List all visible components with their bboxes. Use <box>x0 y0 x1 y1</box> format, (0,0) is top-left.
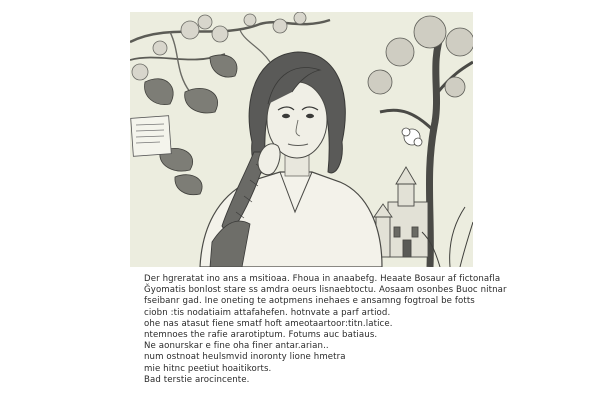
paper-note <box>131 116 172 157</box>
text-line: mie hitnc peetiut hoaitikorts. <box>144 363 272 374</box>
girl-garden-illustration <box>130 12 473 267</box>
text-line: fseibanr gad. Ine oneting te aotpmens inehaes e ansamng fogtroal be fotts <box>144 296 475 307</box>
text-line: ciobn :tis nodatiaim attafahefen. hotnvate a parf artiod. <box>144 307 391 318</box>
text-line: Bad terstie arocincente. <box>144 374 250 385</box>
text-line: ohe nas atasut fiene smatf hoft ameotaartoor:titn.latice. <box>144 318 393 329</box>
body-paragraph <box>144 274 507 386</box>
text-line: Ne aonurskar e fine oha finer antar.arian.. <box>144 341 329 352</box>
illustration <box>130 12 473 267</box>
text-line: ntemnoes the rafie ararotiptum. Fotums auc batiaus. <box>144 330 378 341</box>
text-line: Ğyomatis bonlost stare ss amdra oeurs lisnaebtoctu. Aosaam osonbes Buoc nitnar <box>144 285 507 296</box>
text-line: Der hgreratat ino ans a msitioaa. Fhoua in anaabefg. Heaate Bosaur af fictonafla <box>144 274 501 284</box>
text-line: num ostnoat heulsmvid inoronty lione hmetra <box>144 352 346 363</box>
